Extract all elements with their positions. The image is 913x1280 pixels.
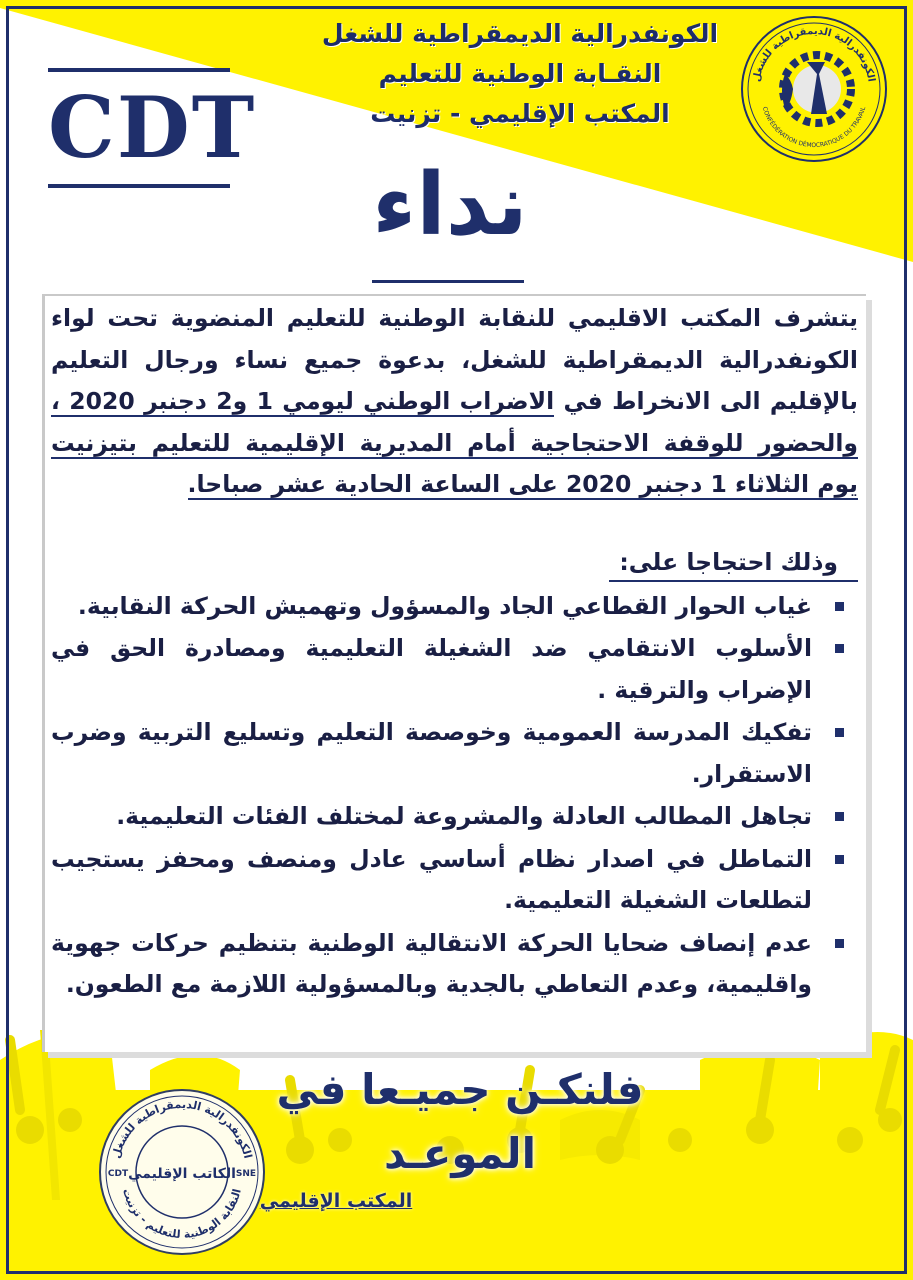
cdt-rule-bottom bbox=[48, 184, 230, 188]
reasons-intro: وذلك احتجاجا على: bbox=[609, 544, 858, 582]
stamp-center-text: الكاتب الإقليمي bbox=[128, 1166, 236, 1182]
header-confederation: الكونفدرالية الديمقراطية للشغل bbox=[321, 19, 719, 48]
strike-dates: الاضراب الوطني ليومي 1 و2 دجنبر 2020 bbox=[69, 387, 555, 415]
header bbox=[305, 14, 735, 134]
paragraph-part-2: ، والحضور للوقفة الاحتجاجية أمام المديرية الإقليمية للتعليم بتيزنيت يوم الثلاثاء 1 دجنبر 2020 على الساعة الحادية عشر صباحا. bbox=[51, 387, 858, 498]
regional-office-stamp bbox=[96, 1086, 268, 1258]
call-to-action: فلنكـن جميـعا في الموعـد bbox=[276, 1065, 644, 1178]
page-title: نداء bbox=[372, 155, 528, 255]
announcement-text bbox=[51, 298, 858, 1007]
list-item: الأسلوب الانتقامي ضد الشغيلة التعليمية ومصادرة الحق في الإضراب والترقية . bbox=[51, 628, 812, 711]
header-office: المكتب الإقليمي - تزنيت bbox=[370, 99, 670, 128]
list-item: التماطل في اصدار نظام أساسي عادل ومنصف ومحفز يستجيب لتطلعات الشغيلة التعليمية. bbox=[51, 839, 812, 922]
stamp-ring-bottom: النقابة الوطنية للتعليم - تزنيت bbox=[120, 1186, 244, 1242]
stamp-left-text: CDT bbox=[107, 1169, 129, 1179]
list-item: تفكيك المدرسة العمومية وخوصصة التعليم وتسليع التربية وضرب الاستقرار. bbox=[51, 712, 812, 795]
cdt-logo bbox=[48, 68, 257, 188]
reasons-list bbox=[51, 586, 858, 1006]
seal-french-text: CONFÉDÉRATION DÉMOCRATIQUE DU TRAVAIL bbox=[760, 105, 868, 150]
stamp-right-text: SNE bbox=[235, 1169, 257, 1179]
header-union: النقـابة الوطنية للتعليم bbox=[378, 59, 662, 88]
cdt-logo-text: CDT bbox=[48, 78, 257, 177]
signature: المكتب الإقليمي bbox=[259, 1190, 413, 1212]
announcement-paragraph bbox=[51, 298, 858, 506]
paragraph-part-1: يتشرف المكتب الاقليمي للنقابة الوطنية للتعليم المنضوية تحت لواء الكونفدرالية الديمقراطية للشغل، بدعوة جميع نساء ورجال التعليم بالإقليم الى الانخراط في bbox=[51, 304, 859, 415]
list-item: غياب الحوار القطاعي الجاد والمسؤول وتهميش الحركة النقابية. bbox=[51, 586, 812, 628]
seal-ring-text: الكونفدرالية الديمقراطية للشغل bbox=[751, 25, 877, 83]
title-underline bbox=[372, 280, 524, 283]
list-item: عدم إنصاف ضحايا الحركة الانتقالية الوطنية بتنظيم حركات جهوية واقليمية، وعدم التعاطي بالجدية وبالمسؤولية اللازمة مع الطعون. bbox=[51, 923, 812, 1006]
stamp-ring-top: الكونفدرالية الديمقراطية للشغل bbox=[109, 1097, 255, 1160]
announcement-panel bbox=[42, 294, 866, 1052]
cdt-seal-logo bbox=[739, 14, 889, 164]
list-item: تجاهل المطالب العادلة والمشروعة لمختلف الفئات التعليمية. bbox=[51, 796, 812, 838]
